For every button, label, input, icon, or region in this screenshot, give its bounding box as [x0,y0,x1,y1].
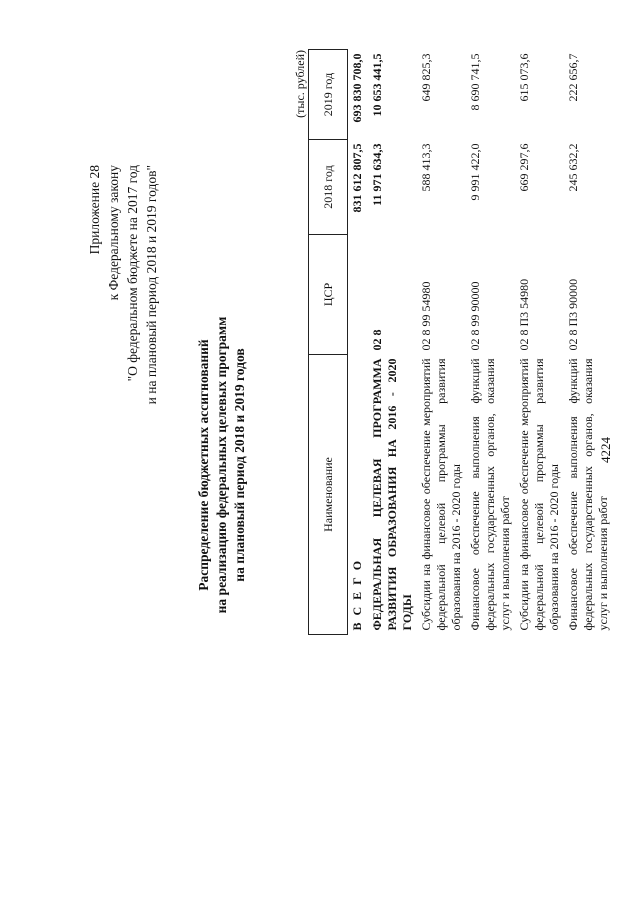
program-csr: 02 8 [370,329,384,351]
units-label: (тыс. рублей) [293,50,307,118]
total-2018: 831 612 807,5 [350,143,364,213]
row-2018: 9 991 422,0 [468,143,482,201]
header-2018: 2018 год [309,140,348,235]
row-csr: 02 8 П3 90000 [566,278,580,351]
total-label: В С Е Г О [350,558,364,631]
appendix-number: Приложение 28 [87,165,102,255]
appendix-law-title-2: и на плановый период 2018 и 2019 годов" [144,165,159,405]
header-csr: ЦСР [309,235,348,355]
row-csr: 02 8 99 54980 [419,281,433,351]
table-row [466,50,515,635]
table-row-program [368,50,417,635]
row-2018: 245 632,2 [566,143,580,192]
row-2019: 222 656,7 [566,53,580,102]
header-name: Наименование [309,355,348,635]
program-2019: 10 653 441,5 [370,53,384,117]
row-2019: 649 825,3 [419,53,433,102]
page-number: 4224 [598,437,613,463]
total-csr [348,235,369,355]
total-2019: 693 830 708,0 [350,53,364,123]
title-line-2: на реализацию федеральных целевых программ [214,316,229,614]
table-row-total [348,50,369,635]
row-csr: 02 8 99 90000 [468,281,482,351]
row-name: Финансовое обеспечение выполнения функций федеральных государственных органов, оказания услуг и выполнения работ [566,358,610,631]
row-2018: 588 413,3 [419,143,433,192]
row-csr: 02 8 П3 54980 [517,278,531,351]
appendix-law-title-1: "О федеральном бюджете на 2017 год [125,165,140,382]
row-name: Субсидии на финансовое обеспечение мероприятий федеральной целевой программы развития образования на 2016 - 2020 годы [419,358,463,631]
row-2019: 615 073,6 [517,53,531,102]
table-header-row [309,50,348,635]
appendix-law-ref: к Федеральному закону [106,165,121,301]
row-name: Субсидии на финансовое обеспечение мероприятий федеральной целевой программы развития образования на 2016 - 2020 годы [517,358,561,631]
rotated-document-content [20,20,620,885]
program-2018: 11 971 634,3 [370,143,384,206]
title-line-1: Распределение бюджетных ассигнований [196,339,211,591]
table-row [564,50,613,635]
title-line-3: на плановый период 2018 и 2019 годов [232,348,247,582]
appendix-heading [85,165,161,465]
row-2018: 669 297,6 [517,143,531,192]
row-2019: 8 690 741,5 [468,53,482,111]
program-name: ФЕДЕРАЛЬНАЯ ЦЕЛЕВАЯ ПРОГРАММА РАЗВИТИЯ ОБРАЗОВАНИЯ НА 2016 - 2020 ГОДЫ [370,358,414,631]
budget-table [308,49,613,635]
header-2019: 2019 год [309,50,348,140]
table-row [515,50,564,635]
table-row [417,50,466,635]
row-name: Финансовое обеспечение выполнения функций федеральных государственных органов, оказания услуг и выполнения работ [468,358,512,631]
document-title [195,250,249,680]
